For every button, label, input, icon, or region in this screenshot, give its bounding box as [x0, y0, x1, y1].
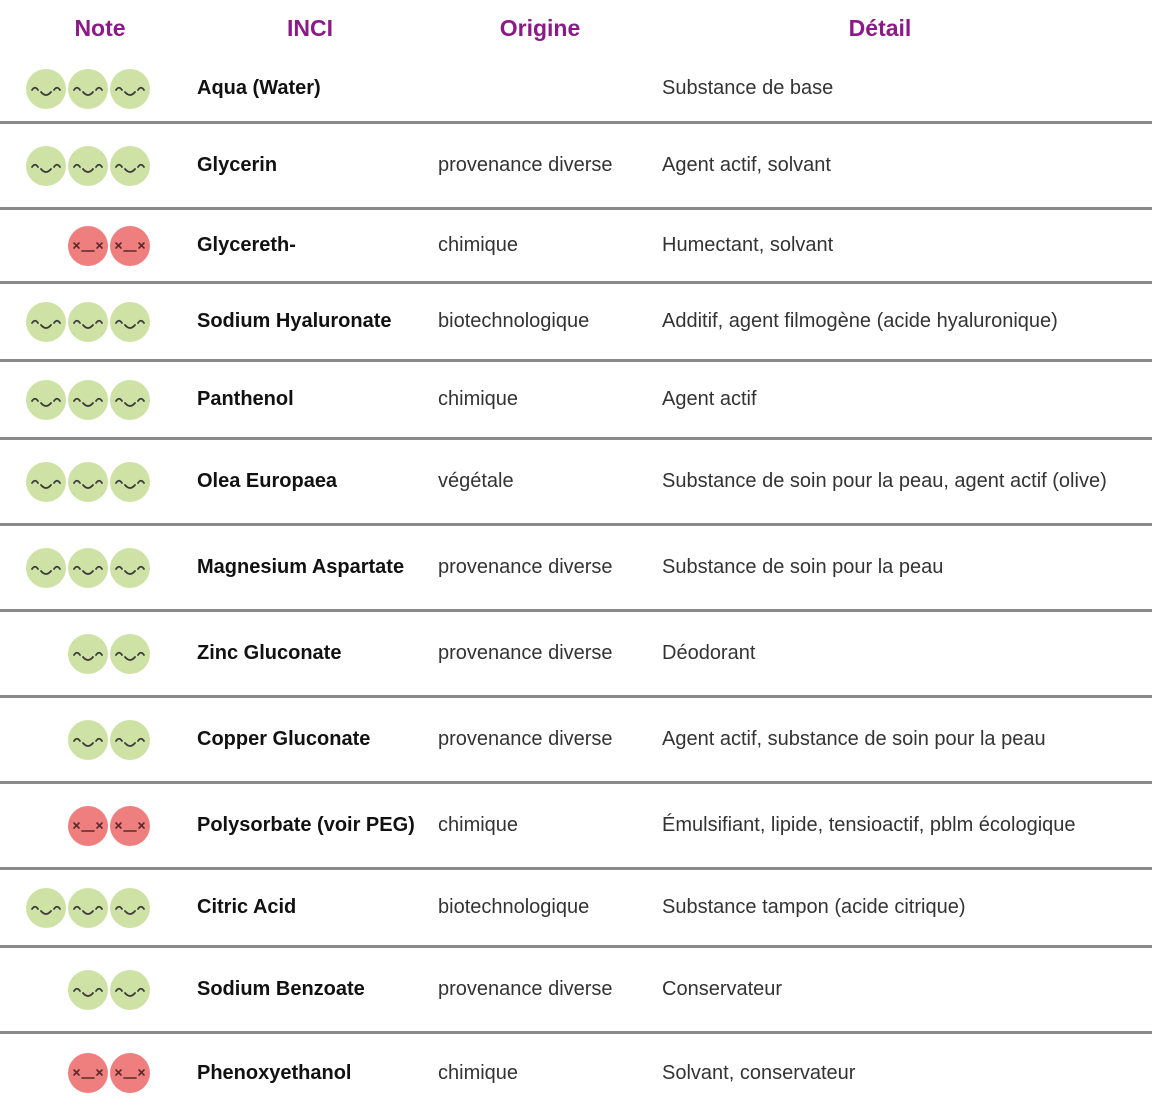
- smiley-face-icon: [68, 146, 108, 186]
- origine-value: provenance diverse: [438, 978, 613, 1000]
- rating-faces: [26, 888, 188, 928]
- rating-cell: [0, 634, 188, 674]
- smiley-face-icon: [68, 462, 108, 502]
- rating-faces: [68, 634, 188, 674]
- smiley-face-icon: [110, 634, 150, 674]
- rating-cell: [0, 226, 188, 266]
- smiley-face-icon: [110, 720, 150, 760]
- rating-cell: [0, 146, 188, 186]
- origine-value: chimique: [438, 814, 519, 836]
- table-header: [0, 0, 1152, 56]
- detail-value: Émulsifiant, lipide, tensioactif, pblm écologique: [662, 814, 1076, 836]
- inci-name: Sodium Benzoate: [197, 978, 365, 1000]
- inci-name: Panthenol: [197, 388, 294, 410]
- header-note: Note: [74, 14, 126, 41]
- rating-faces: [26, 462, 188, 502]
- smiley-face-icon: [68, 69, 108, 109]
- inci-name: Zinc Gluconate: [197, 642, 342, 664]
- rating-faces: [26, 302, 188, 342]
- rating-cell: [0, 970, 188, 1010]
- smiley-face-icon: [110, 970, 150, 1010]
- rating-cell: [0, 548, 188, 588]
- rating-faces: [26, 548, 188, 588]
- rating-faces: [26, 146, 188, 186]
- table-row: [0, 698, 1152, 784]
- detail-value: Agent actif, solvant: [662, 154, 831, 176]
- smiley-face-icon: [68, 548, 108, 588]
- table-body: [0, 56, 1152, 1112]
- rating-cell: [0, 1053, 188, 1093]
- inci-name: Aqua (Water): [197, 77, 321, 99]
- table-row: [0, 362, 1152, 440]
- rating-cell: [0, 380, 188, 420]
- detail-value: Substance de soin pour la peau: [662, 556, 944, 578]
- smiley-face-icon: [68, 380, 108, 420]
- inci-name: Citric Acid: [197, 896, 297, 918]
- smiley-face-icon: [26, 69, 66, 109]
- origine-value: biotechnologique: [438, 896, 590, 918]
- inci-name: Polysorbate (voir PEG): [197, 814, 415, 836]
- inci-name: Sodium Hyaluronate: [197, 310, 392, 332]
- smiley-face-icon: [68, 634, 108, 674]
- smiley-face-icon: [110, 888, 150, 928]
- smiley-face-icon: [110, 548, 150, 588]
- smiley-face-icon: [110, 69, 150, 109]
- table-row: [0, 526, 1152, 612]
- table-row: [0, 440, 1152, 526]
- table-row: [0, 948, 1152, 1034]
- smiley-face-icon: [110, 462, 150, 502]
- dead-face-icon: [110, 806, 150, 846]
- rating-cell: [0, 462, 188, 502]
- rating-faces: [26, 380, 188, 420]
- smiley-face-icon: [110, 146, 150, 186]
- dead-face-icon: [68, 226, 108, 266]
- rating-faces: [26, 69, 188, 109]
- origine-value: végétale: [438, 470, 514, 492]
- inci-name: Glycereth-: [197, 234, 296, 256]
- table-row: [0, 210, 1152, 284]
- smiley-face-icon: [68, 302, 108, 342]
- rating-faces: [68, 806, 188, 846]
- origine-value: provenance diverse: [438, 154, 613, 176]
- table-row: [0, 56, 1152, 124]
- header-origine: Origine: [499, 14, 581, 41]
- origine-value: chimique: [438, 234, 519, 256]
- detail-value: Substance de soin pour la peau, agent actif (olive): [662, 470, 1107, 492]
- inci-name: Phenoxyethanol: [197, 1061, 352, 1084]
- origine-value: chimique: [438, 1061, 519, 1084]
- rating-cell: [0, 806, 188, 846]
- table-row: [0, 612, 1152, 698]
- smiley-face-icon: [110, 302, 150, 342]
- inci-name: Copper Gluconate: [197, 728, 371, 750]
- origine-value: provenance diverse: [438, 642, 613, 664]
- rating-cell: [0, 720, 188, 760]
- rating-cell: [0, 69, 188, 109]
- smiley-face-icon: [68, 970, 108, 1010]
- rating-faces: [68, 1053, 188, 1093]
- smiley-face-icon: [26, 888, 66, 928]
- smiley-face-icon: [68, 888, 108, 928]
- smiley-face-icon: [26, 302, 66, 342]
- detail-value: Humectant, solvant: [662, 234, 834, 256]
- detail-value: Agent actif, substance de soin pour la peau: [662, 728, 1046, 750]
- smiley-face-icon: [68, 720, 108, 760]
- detail-value: Conservateur: [662, 978, 783, 1000]
- rating-cell: [0, 302, 188, 342]
- smiley-face-icon: [26, 380, 66, 420]
- table-row: [0, 124, 1152, 210]
- header-inci: INCI: [287, 14, 333, 41]
- origine-value: chimique: [438, 388, 519, 410]
- rating-faces: [68, 226, 188, 266]
- rating-faces: [68, 720, 188, 760]
- smiley-face-icon: [26, 548, 66, 588]
- header-detail: Détail: [848, 14, 912, 41]
- dead-face-icon: [110, 226, 150, 266]
- smiley-face-icon: [26, 462, 66, 502]
- detail-value: Déodorant: [662, 642, 756, 664]
- inci-name: Olea Europaea: [197, 470, 338, 492]
- smiley-face-icon: [26, 146, 66, 186]
- origine-value: provenance diverse: [438, 728, 613, 750]
- table-row: [0, 284, 1152, 362]
- smiley-face-icon: [110, 380, 150, 420]
- dead-face-icon: [110, 1053, 150, 1093]
- inci-name: Magnesium Aspartate: [197, 556, 405, 578]
- origine-value: provenance diverse: [438, 556, 613, 578]
- origine-value: biotechnologique: [438, 310, 590, 332]
- rating-faces: [68, 970, 188, 1010]
- detail-value: Additif, agent filmogène (acide hyaluronique): [662, 310, 1058, 332]
- table-row: [0, 870, 1152, 948]
- dead-face-icon: [68, 806, 108, 846]
- table-row: [0, 1034, 1152, 1112]
- detail-value: Substance de base: [662, 77, 834, 99]
- inci-name: Glycerin: [197, 154, 278, 176]
- detail-value: Substance tampon (acide citrique): [662, 896, 966, 918]
- detail-value: Solvant, conservateur: [662, 1061, 856, 1084]
- rating-cell: [0, 888, 188, 928]
- table-row: [0, 784, 1152, 870]
- detail-value: Agent actif: [662, 388, 757, 410]
- dead-face-icon: [68, 1053, 108, 1093]
